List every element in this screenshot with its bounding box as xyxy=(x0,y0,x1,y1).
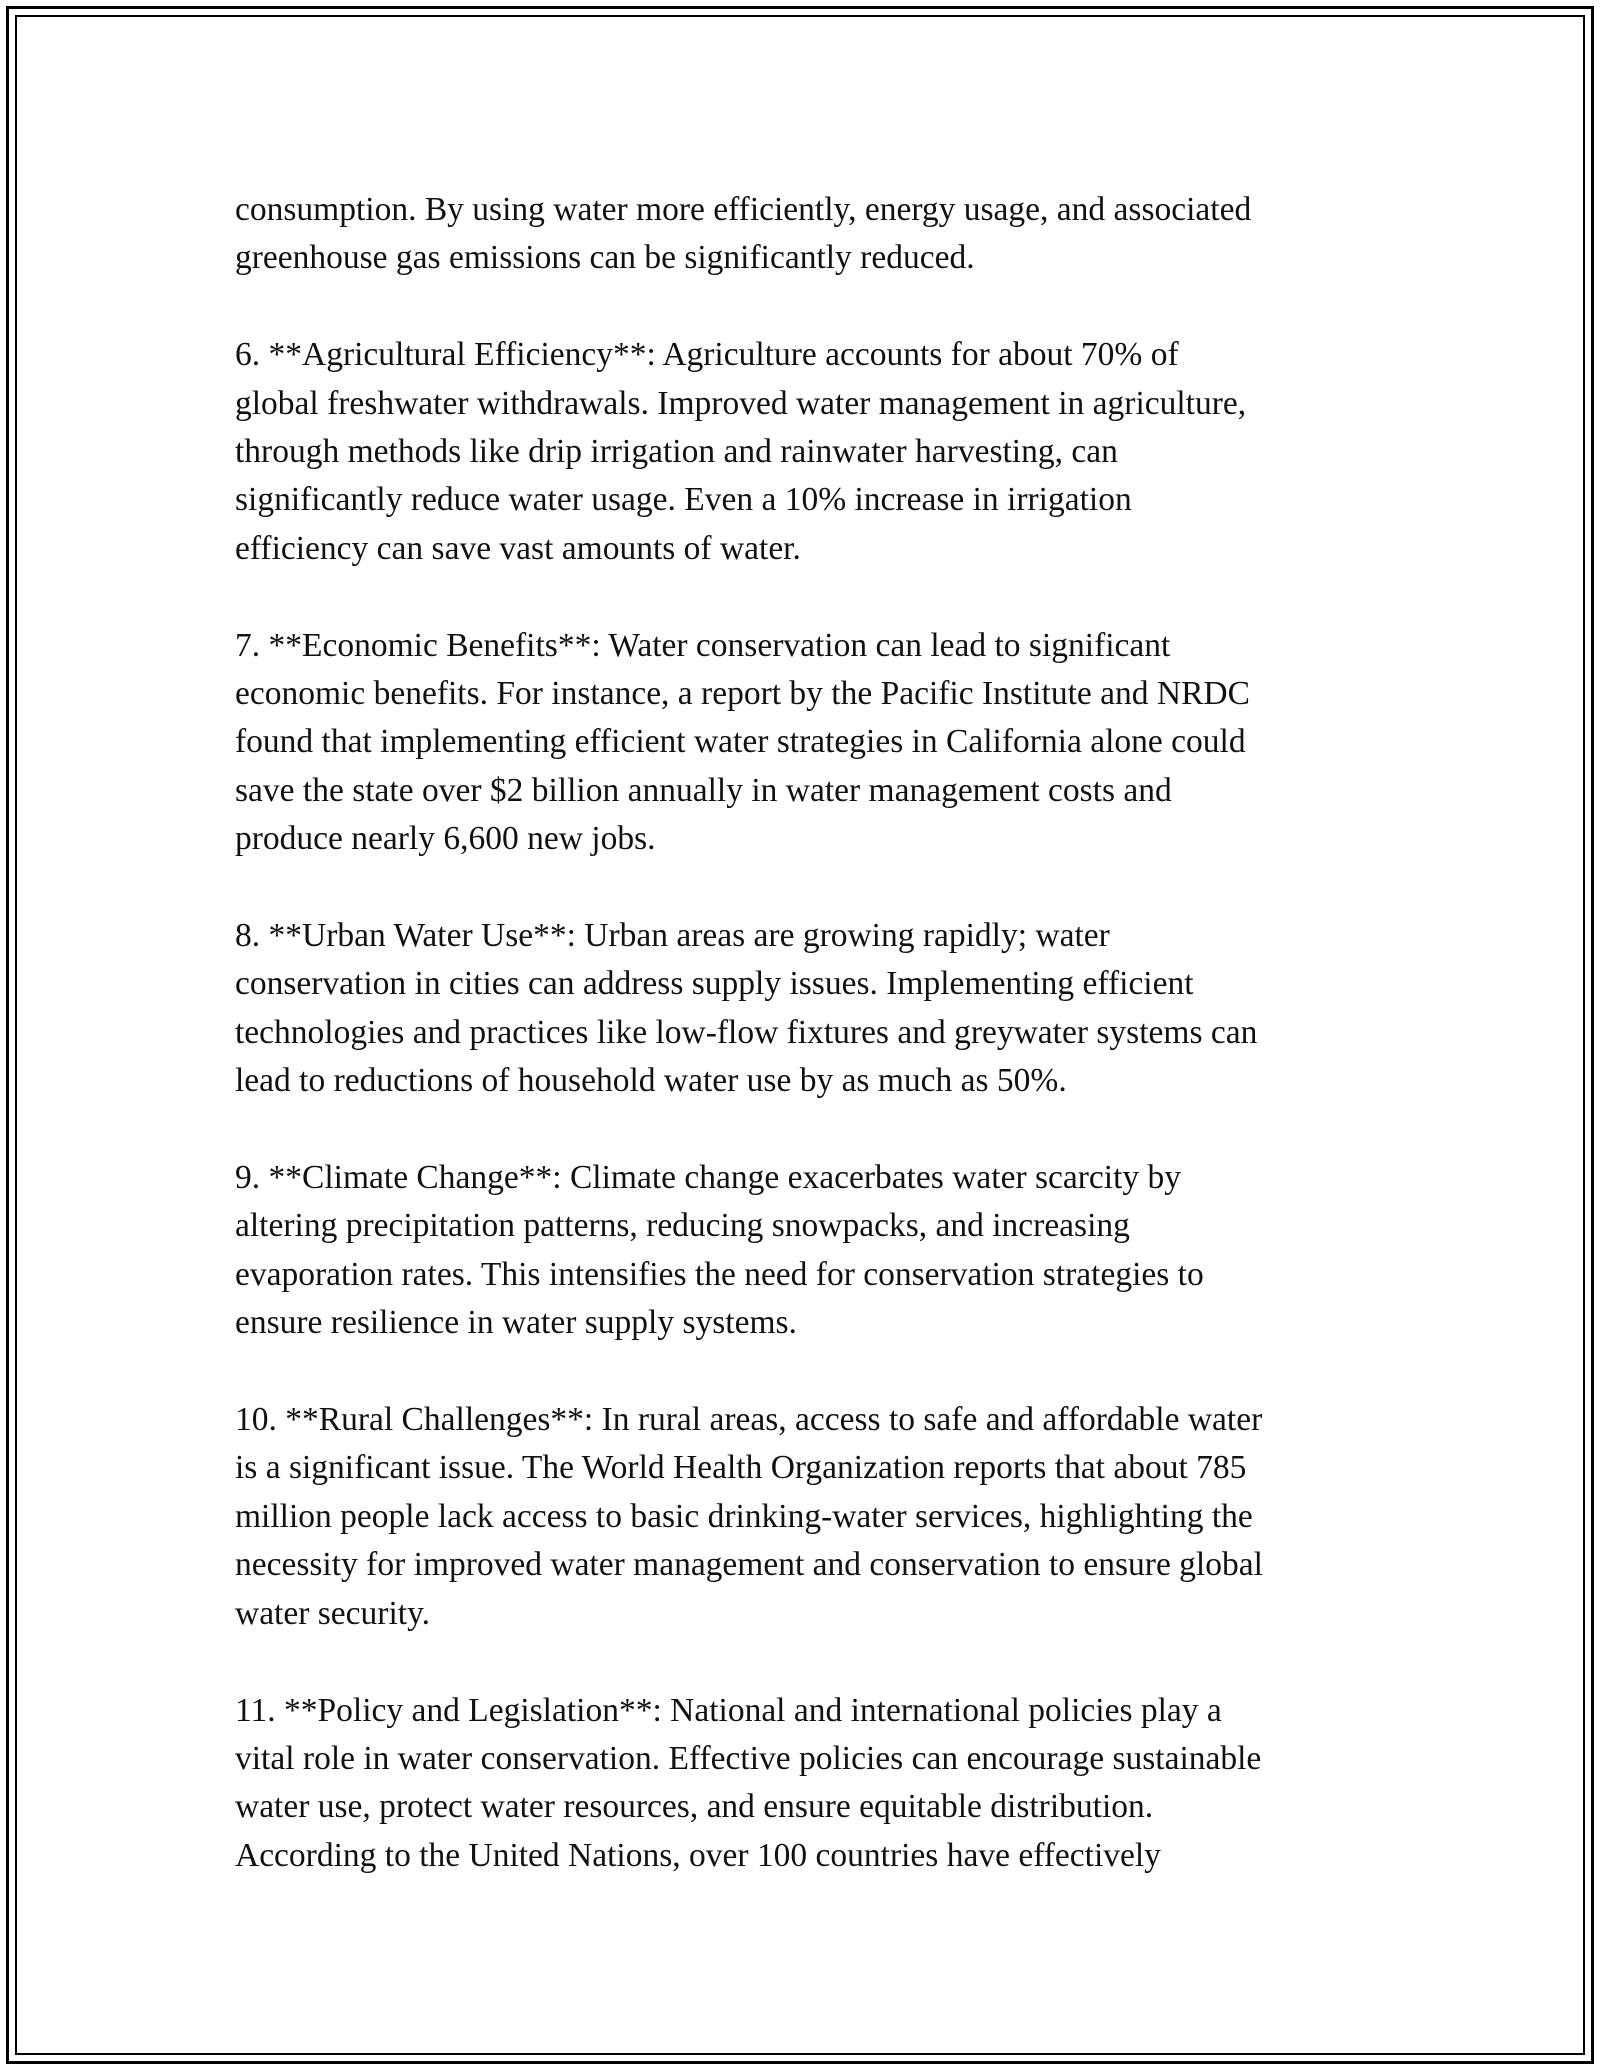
paragraph-economic-benefits xyxy=(235,622,1385,864)
text-line: 6. **Agricultural Efficiency**: Agriculture accounts for about 70% of xyxy=(235,336,1179,374)
text-line: technologies and practices like low-flow fixtures and greywater systems can xyxy=(235,1013,1258,1051)
text-line: produce nearly 6,600 new jobs. xyxy=(235,820,656,858)
text-line: 9. **Climate Change**: Climate change exacerbates water scarcity by xyxy=(235,1159,1182,1197)
text-line: through methods like drip irrigation and rainwater harvesting, can xyxy=(235,433,1118,471)
text-line: greenhouse gas emissions can be significantly reduced. xyxy=(235,239,975,277)
text-line: altering precipitation patterns, reducing snowpacks, and increasing xyxy=(235,1207,1130,1245)
text-line: efficiency can save vast amounts of water. xyxy=(235,529,801,567)
text-line: lead to reductions of household water use by as much as 50%. xyxy=(235,1062,1067,1100)
text-line: significantly reduce water usage. Even a 10% increase in irrigation xyxy=(235,481,1132,519)
text-line: evaporation rates. This intensifies the need for conservation strategies to xyxy=(235,1255,1204,1293)
text-line: According to the United Nations, over 100 countries have effectively xyxy=(235,1836,1161,1874)
text-line: vital role in water conservation. Effective policies can encourage sustainable xyxy=(235,1739,1262,1777)
paragraph-rural-challenges xyxy=(235,1396,1385,1638)
text-line: water use, protect water resources, and ensure equitable distribution. xyxy=(235,1788,1154,1826)
text-line: consumption. By using water more efficiently, energy usage, and associated xyxy=(235,191,1252,228)
paragraph-climate-change xyxy=(235,1154,1385,1348)
text-line: conservation in cities can address supply issues. Implementing efficient xyxy=(235,965,1194,1003)
text-line: 7. **Economic Benefits**: Water conservation can lead to significant xyxy=(235,626,1171,664)
paragraph-agricultural-efficiency xyxy=(235,331,1385,573)
text-line: 10. **Rural Challenges**: In rural areas, access to safe and affordable water xyxy=(235,1401,1263,1439)
text-line: global freshwater withdrawals. Improved water management in agriculture, xyxy=(235,384,1247,422)
document-body xyxy=(235,186,1385,1880)
text-line: 11. **Policy and Legislation**: National and international policies play a xyxy=(235,1691,1222,1729)
text-line: is a significant issue. The World Health Organization reports that about 785 xyxy=(235,1449,1247,1487)
text-line: ensure resilience in water supply systems. xyxy=(235,1304,797,1342)
text-line: economic benefits. For instance, a report by the Pacific Institute and NRDC xyxy=(235,675,1250,713)
text-line: necessity for improved water management and conservation to ensure global xyxy=(235,1546,1263,1584)
paragraph-urban-water-use xyxy=(235,912,1385,1106)
paragraph-continuation xyxy=(235,186,1385,283)
text-line: million people lack access to basic drinking-water services, highlighting the xyxy=(235,1497,1253,1535)
text-line: 8. **Urban Water Use**: Urban areas are growing rapidly; water xyxy=(235,917,1110,955)
text-line: water security. xyxy=(235,1594,431,1632)
text-line: found that implementing efficient water strategies in California alone could xyxy=(235,723,1246,761)
paragraph-policy-and-legislation xyxy=(235,1687,1385,1881)
text-line: save the state over $2 billion annually in water management costs and xyxy=(235,771,1172,809)
